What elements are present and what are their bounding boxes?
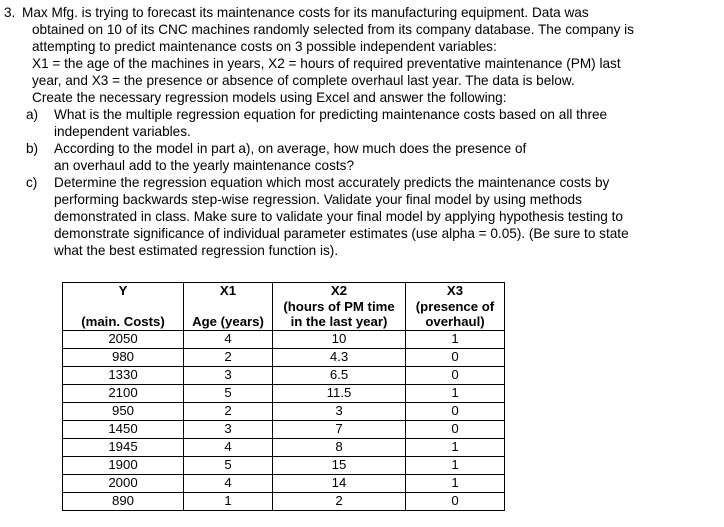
header-x1-desc (184, 299, 273, 315)
part-a-text-cont: independent variables. (54, 124, 191, 139)
cell-x2: 8 (273, 438, 406, 456)
problem-number: 3. (4, 5, 16, 20)
part-c-text-cont: demonstrate significance of individual parameter estimates (use alpha = 0.05). (Be sure to state (54, 226, 629, 241)
header-x1-desc: Age (years) (184, 314, 273, 330)
part-c-text: Determine the regression equation which most accurately predicts the maintenance costs by (54, 175, 610, 190)
header-x2-desc: (hours of PM time (273, 299, 406, 315)
cell-x1: 4 (184, 330, 273, 348)
header-x2: X2 (273, 283, 406, 299)
cell-x3: 0 (406, 348, 505, 366)
table-row (63, 474, 505, 492)
intro-line-6: Create the necessary regression models using Excel and answer the following: (32, 90, 507, 105)
header-x3-desc: (presence of (406, 299, 505, 315)
cell-y: 2000 (63, 474, 184, 492)
cell-x3: 0 (406, 420, 505, 438)
data-table (62, 282, 505, 511)
table-row (63, 366, 505, 384)
header-row (63, 283, 505, 299)
cell-x2: 3 (273, 402, 406, 420)
table-row (63, 420, 505, 438)
intro-line-1: 3. Max Mfg. is trying to forecast its maintenance costs for its manufacturing equipment. Data was (4, 5, 589, 20)
cell-x3: 1 (406, 474, 505, 492)
cell-x1: 4 (184, 474, 273, 492)
cell-y: 1450 (63, 420, 184, 438)
part-c-text-cont: what the best estimated regression function is). (54, 243, 339, 258)
table-row (63, 384, 505, 402)
table-row (63, 348, 505, 366)
table-row (63, 438, 505, 456)
cell-y: 1900 (63, 456, 184, 474)
header-row (63, 299, 505, 315)
cell-x2: 11.5 (273, 384, 406, 402)
intro-line-3: attempting to predict maintenance costs on 3 possible independent variables: (32, 39, 497, 54)
part-c-text-cont: demonstrated in class. Make sure to validate your final model by applying hypothesis testing to (54, 209, 623, 224)
header-y-desc: (main. Costs) (63, 314, 184, 330)
problem-statement (4, 4, 720, 259)
table-row (63, 402, 505, 420)
cell-x2: 2 (273, 492, 406, 510)
part-b (4, 140, 720, 174)
part-a-text: What is the multiple regression equation for predicting maintenance costs based on all three (54, 107, 608, 122)
intro-line-2: obtained on 10 of its CNC machines randomly selected from its company database. The company is (32, 22, 634, 37)
cell-x2: 4.3 (273, 348, 406, 366)
cell-x1: 1 (184, 492, 273, 510)
header-x2-desc: in the last year) (273, 314, 406, 330)
cell-x2: 15 (273, 456, 406, 474)
cell-x1: 3 (184, 366, 273, 384)
cell-y: 1945 (63, 438, 184, 456)
cell-x3: 1 (406, 456, 505, 474)
cell-x2: 7 (273, 420, 406, 438)
cell-x1: 2 (184, 402, 273, 420)
cell-y: 2050 (63, 330, 184, 348)
table-row (63, 330, 505, 348)
header-row (63, 314, 505, 330)
cell-x3: 0 (406, 402, 505, 420)
table-body (63, 330, 505, 510)
cell-x3: 1 (406, 330, 505, 348)
header-x1: X1 (184, 283, 273, 299)
cell-y: 980 (63, 348, 184, 366)
cell-x1: 4 (184, 438, 273, 456)
part-a-label: a) (26, 107, 39, 122)
part-b-text-cont: an overhaul add to the yearly maintenance costs? (54, 158, 355, 173)
part-c (4, 174, 720, 259)
cell-x1: 5 (184, 456, 273, 474)
header-x3-desc: overhaul) (406, 314, 505, 330)
cell-x1: 3 (184, 420, 273, 438)
cell-x3: 0 (406, 366, 505, 384)
part-b-label: b) (26, 141, 39, 156)
part-b-text: According to the model in part a), on average, how much does the presence of (54, 141, 527, 156)
cell-y: 2100 (63, 384, 184, 402)
cell-y: 890 (63, 492, 184, 510)
cell-x3: 1 (406, 438, 505, 456)
cell-x2: 10 (273, 330, 406, 348)
table-row (63, 492, 505, 510)
intro-line-5: year, and X3 = the presence or absence of complete overhaul last year. The data is below. (32, 73, 575, 88)
cell-x3: 1 (406, 384, 505, 402)
part-a (4, 106, 720, 140)
table-row (63, 456, 505, 474)
header-y-desc (63, 299, 184, 315)
header-x3: X3 (406, 283, 505, 299)
part-c-label: c) (26, 175, 38, 190)
part-c-text-cont: performing backwards step-wise regression. Validate your final model by using methods (54, 192, 582, 207)
cell-y: 950 (63, 402, 184, 420)
intro-line-4: X1 = the age of the machines in years, X2 = hours of required preventative maintenance (PM) last (32, 56, 621, 71)
cell-x2: 14 (273, 474, 406, 492)
header-y: Y (63, 283, 184, 299)
cell-x2: 6.5 (273, 366, 406, 384)
cell-x1: 2 (184, 348, 273, 366)
cell-x1: 5 (184, 384, 273, 402)
cell-y: 1330 (63, 366, 184, 384)
cell-x3: 0 (406, 492, 505, 510)
